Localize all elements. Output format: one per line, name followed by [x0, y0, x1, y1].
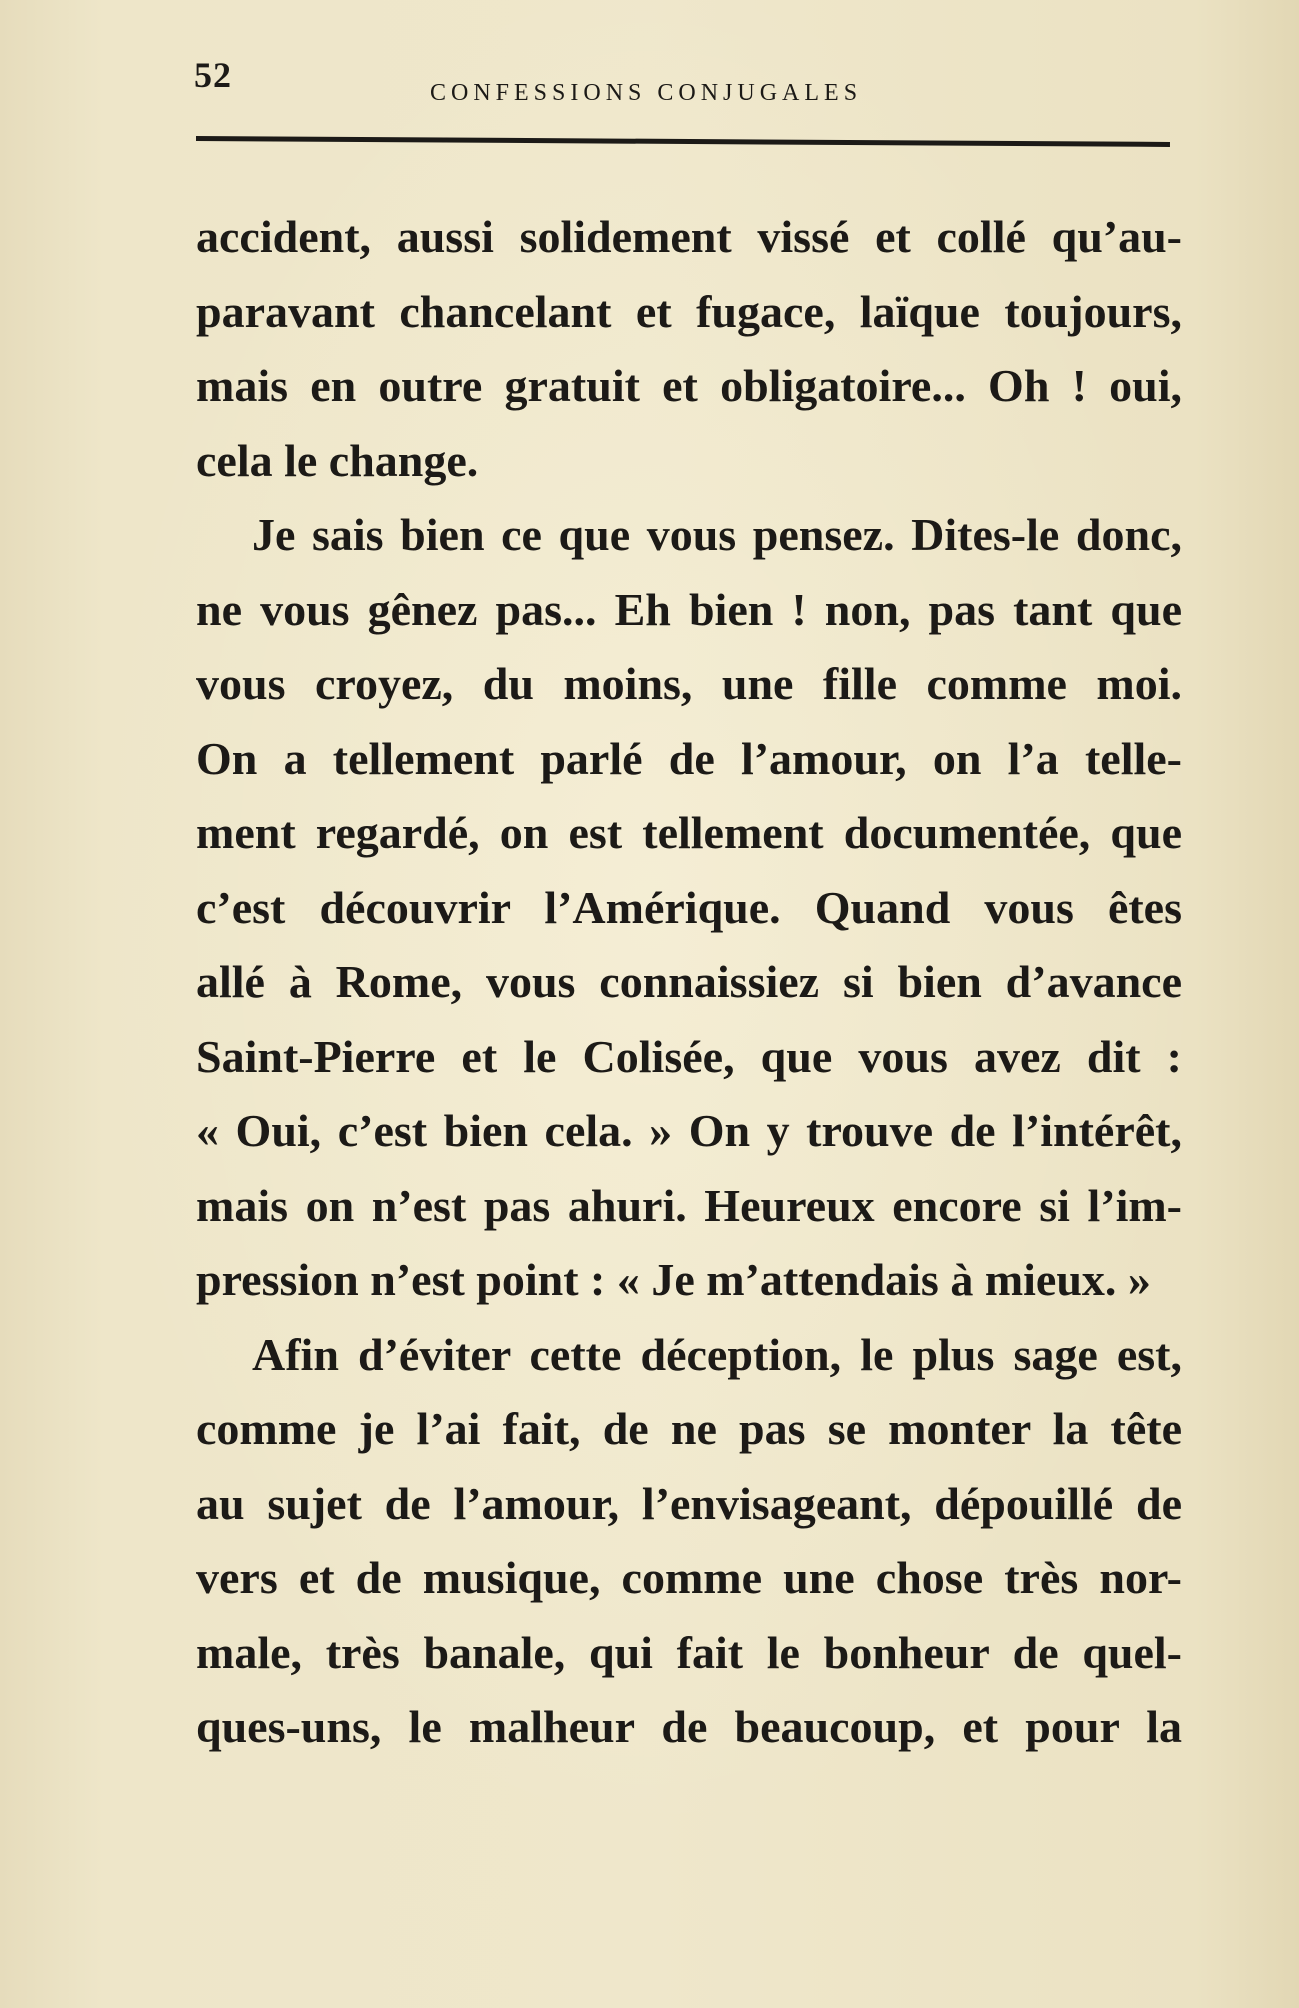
text-line: Je sais bien ce que vous pensez. Dites-le donc, [252, 509, 1182, 560]
text-line: male, très banale, qui fait le bonheur de quel- [196, 1626, 1182, 1678]
text-line: ques-uns, le malheur de beaucoup, et pour la [196, 1701, 1182, 1752]
body-text [196, 200, 1182, 1765]
text-line: accident, aussi solidement vissé et collé qu’au- [196, 211, 1182, 262]
text-line: Afin d’éviter cette déception, le plus sage est, [252, 1328, 1182, 1380]
running-title: CONFESSIONS CONJUGALES [430, 80, 863, 106]
text-line: vous croyez, du moins, une fille comme moi. [196, 658, 1182, 709]
text-line: mais en outre gratuit et obligatoire... Oh ! oui, [196, 360, 1182, 411]
text-line: mais on n’est pas ahuri. Heureux encore si l’im- [196, 1179, 1182, 1231]
text-line: ne vous gênez pas... Eh bien ! non, pas tant que [196, 583, 1182, 635]
text-line: ment regardé, on est tellement documentée, que [196, 807, 1182, 858]
text-line: comme je l’ai fait, de ne pas se monter la tête [196, 1403, 1182, 1454]
text-line: Saint-Pierre et le Colisée, que vous avez dit : [196, 1030, 1182, 1082]
text-line: On a tellement parlé de l’amour, on l’a telle- [196, 732, 1182, 784]
text-line: c’est découvrir l’Amérique. Quand vous êtes [196, 881, 1182, 933]
text-line: pression n’est point : « Je m’attendais à mieux. » [196, 1254, 1151, 1305]
page-header [190, 50, 1170, 130]
header-rule [196, 136, 1170, 147]
text-line: « Oui, c’est bien cela. » On y trouve de l’intérêt, [196, 1105, 1182, 1156]
page-number: 52 [194, 55, 232, 95]
text-line: cela le change. [196, 434, 479, 486]
text-line: paravant chancelant et fugace, laïque toujours, [196, 285, 1182, 337]
text-line: allé à Rome, vous connaissiez si bien d’avance [196, 956, 1182, 1007]
text-line: au sujet de l’amour, l’envisageant, dépouillé de [196, 1477, 1182, 1529]
text-line: vers et de musique, comme une chose très nor- [196, 1552, 1182, 1603]
